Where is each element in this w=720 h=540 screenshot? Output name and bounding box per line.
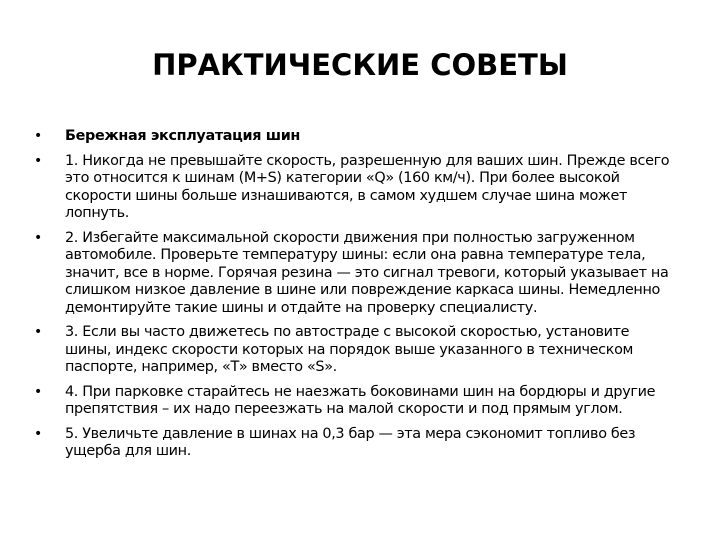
list-item-text: 5. Увеличьте давление в шинах на 0,3 бар — эта мера сэкономит топливо без ущерба для шин. bbox=[65, 425, 636, 459]
bullet-icon: • bbox=[34, 324, 42, 340]
bullet-icon: • bbox=[34, 383, 42, 400]
bullet-icon: • bbox=[34, 128, 42, 144]
list-item-text: 2. Избегайте максимальной скорости движения при полностью загруженном автомобиле. Проверьте температуру шины: если она равна температуре тела, значит, все в норме. Горячая резина — это сигнал тревоги, который указывает на слишком низкое давление в шине или повреждение каркаса шины. Немедленно демонтируйте такие шины и отдайте на проверку специалисту. bbox=[65, 229, 669, 316]
list-item bbox=[34, 324, 674, 377]
list-item-heading bbox=[34, 128, 674, 146]
bullet-list bbox=[34, 128, 674, 468]
bullet-icon: • bbox=[34, 152, 42, 169]
list-item-text: 4. При парковке старайтесь не наезжать боковинами шин на бордюры и другие препятствия – их надо переезжать на малой скорости и под прямым углом. bbox=[65, 383, 656, 417]
list-item-text: Бережная эксплуатация шин bbox=[65, 128, 301, 144]
list-item bbox=[34, 153, 674, 223]
list-item bbox=[34, 384, 674, 419]
list-item-text: 1. Никогда не превышайте скорость, разрешенную для ваших шин. Прежде всего это относится к шинам (M+S) категории «Q» (160 км/ч). При более высокой скорости шины больше изнашиваются, в самом худшем случае шина может лопнуть. bbox=[65, 152, 670, 221]
bullet-icon: • bbox=[34, 229, 42, 246]
slide-title: ПРАКТИЧЕСКИЕ СОВЕТЫ bbox=[152, 48, 568, 83]
list-item-text: 3. Если вы часто движетесь по автостраде с высокой скоростью, установите шины, индекс скорости которых на порядок выше указанного в техническом паспорте, например, «Т» вместо «S». bbox=[65, 324, 634, 375]
list-item bbox=[34, 426, 674, 461]
bullet-icon: • bbox=[34, 425, 42, 442]
list-item bbox=[34, 230, 674, 318]
